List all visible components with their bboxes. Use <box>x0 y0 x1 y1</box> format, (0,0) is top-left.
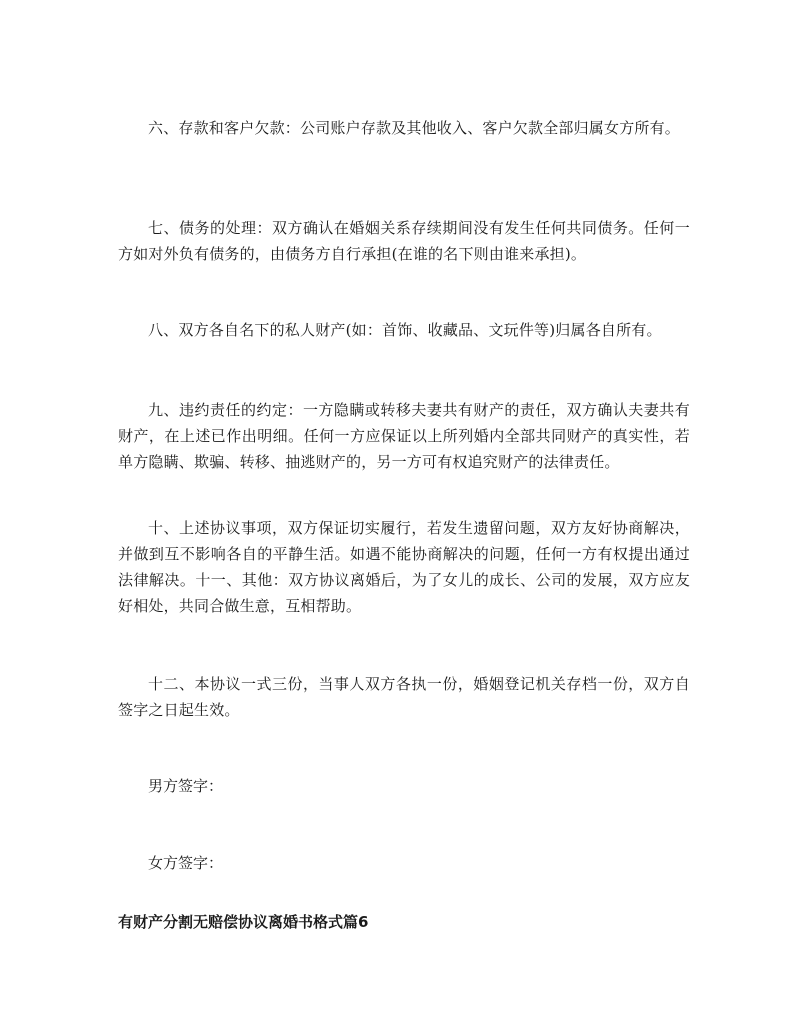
section-heading: 有财产分割无赔偿协议离婚书格式篇6 <box>118 913 369 931</box>
clause-12-paragraph: 十二、本协议一式三份，当事人双方各执一份，婚姻登记机关存档一份，双方自签字之日起生效。 <box>118 675 690 719</box>
clause-7-paragraph: 七、债务的处理：双方确认在婚姻关系存续期间没有发生任何共同债务。任何一方如对外负有债务的，由债务方自行承担(在谁的名下则由谁来承担)。 <box>118 219 690 263</box>
male-signature-label: 男方签字： <box>148 777 224 795</box>
clause-6-paragraph: 六、存款和客户欠款：公司账户存款及其他收入、客户欠款全部归属女方所有。 <box>148 119 681 137</box>
clause-9-paragraph: 九、违约责任的约定：一方隐瞒或转移夫妻共有财产的责任，双方确认夫妻共有财产，在上述已作出明细。任何一方应保证以上所列婚内全部共同财产的真实性，若单方隐瞒、欺骗、转移、抽逃财产的，另一方可有权追究财产的法律责任。 <box>118 401 690 471</box>
female-signature-label: 女方签字： <box>148 854 224 872</box>
clause-10-11-paragraph: 十、上述协议事项，双方保证切实履行，若发生遗留问题，双方友好协商解决，并做到互不影响各自的平静生活。如遇不能协商解决的问题，任何一方有权提出通过法律解决。十一、其他：双方协议离婚后，为了女儿的成长、公司的发展，双方应友好相处，共同合做生意，互相帮助。 <box>118 519 690 615</box>
clause-8-paragraph: 八、双方各自名下的私人财产(如：首饰、收藏品、文玩件等)归属各自所有。 <box>148 321 662 339</box>
